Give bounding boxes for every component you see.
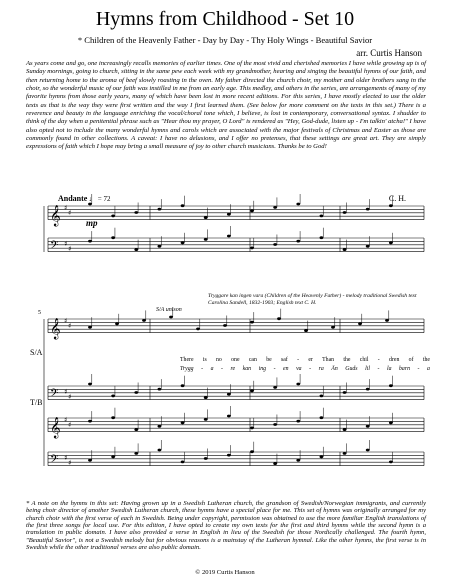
- treble-clef-icon: 𝄞: [50, 417, 61, 439]
- note-head: [389, 421, 393, 424]
- lyric-syllable-english: -: [297, 357, 299, 363]
- unison-label: S/A unison: [156, 307, 182, 313]
- sharp-icon: ♯: [64, 388, 68, 396]
- note-head: [343, 211, 347, 214]
- sharp-icon: ♯: [68, 245, 72, 253]
- arranger-credit: arr. Curtis Hanson: [356, 48, 422, 58]
- note-head: [389, 461, 393, 464]
- note-head: [111, 395, 115, 398]
- lyric-syllable-english: Than: [322, 357, 335, 363]
- note-head: [277, 317, 281, 320]
- page-title: Hymns from Childhood - Set 10: [95, 8, 355, 30]
- note-head: [250, 427, 254, 430]
- note-head: [250, 450, 254, 453]
- lyric-syllable-english: the: [343, 357, 351, 363]
- measure-number: 5: [38, 310, 41, 316]
- sharp-icon: ♯: [68, 459, 72, 467]
- note-head: [111, 215, 115, 218]
- sharp-icon: ♯: [64, 240, 68, 248]
- sharp-icon: ♯: [68, 322, 72, 330]
- introduction-text: As years come and go, one increasingly recalls memories of earlier times. One of the most vivid and cherished memories I have while growing up is of Sunday mornings, going to church, sitting in the same pew each week with my grandmother, hearing and singing the beautiful hymns of our faith, and then returning home to the aroma of beef slowly roasting in the oven. My father directed the church choir, my mother and older brothers sang in the choir, so the wonderful music of our faith was instilled in me from an early age. This medley, and others in the series, are arrangements of many of my favorite hymns from those early years, many of which have been lost in more recent editions. For this series, I have mostly elected to use the older texts as that is the way they were first written and the way I first learned them. (See below for more comment on the texts in this set.) There is a reverence and beauty in the language enriching the vocal/choral tone which, I believe, is lost in contemporary, conversational syntax. I shudder to think of the day when a penitential phrase such as "Hear thou my prayer, O Lord" is rendered as "Hey, God-dude, listen up - I'm talkin' atcha!" I have also opted not to include the many wonderful hymns and carols which are associated with the major festivals of Christmas and Easter as those are commonly found in other collections. A caveat: I have no delusions, and I offer no pretenses, that these settings are great art. They are simply expressions of faith which I hope may bring a small measure of joy to other church musicians. Thanks be to God!: [26, 60, 426, 151]
- note-head: [204, 238, 208, 241]
- lyric-syllable-english: is: [202, 357, 207, 363]
- note-head: [296, 459, 300, 462]
- note-head: [88, 459, 92, 462]
- note-head: [181, 461, 185, 464]
- note-head: [111, 455, 115, 458]
- lyric-syllable-swedish: -: [377, 366, 380, 372]
- note-head: [250, 247, 254, 250]
- note-head: [343, 391, 347, 394]
- tb-staff-label: T/B: [30, 398, 43, 407]
- lyric-syllable-english: saf: [280, 357, 288, 363]
- note-head: [158, 388, 162, 391]
- lyric-syllable-swedish: ing: [258, 366, 267, 372]
- note-head: [389, 384, 393, 387]
- lyric-syllable-swedish: Trygg: [180, 366, 194, 372]
- note-head: [204, 396, 208, 399]
- note-head: [343, 428, 347, 431]
- note-head: [273, 462, 277, 465]
- note-head: [181, 241, 185, 244]
- note-head: [169, 316, 173, 319]
- treble-clef-icon: 𝄞: [50, 318, 61, 340]
- lyric-syllable-swedish: kan: [242, 366, 252, 372]
- note-head: [111, 236, 115, 239]
- note-head: [158, 208, 162, 211]
- treble-clef-icon: 𝄞: [50, 205, 61, 227]
- note-head: [181, 204, 185, 207]
- note-head: [142, 319, 146, 322]
- note-head: [296, 383, 300, 386]
- lyric-syllable-english: -: [377, 357, 380, 363]
- note-head: [134, 391, 138, 394]
- composer-initials: C. H.: [388, 194, 406, 203]
- lyric-syllable-english: the: [422, 357, 430, 363]
- note-head: [250, 321, 254, 324]
- sharp-icon: ♯: [64, 204, 68, 212]
- sharp-icon: ♯: [64, 454, 68, 462]
- bass-clef-icon: 𝄢: [50, 453, 59, 469]
- note-head: [158, 449, 162, 452]
- note-head: [320, 215, 324, 218]
- lyric-syllable-swedish: -: [201, 366, 204, 372]
- sharp-icon: ♯: [68, 421, 72, 429]
- note-head: [88, 326, 92, 329]
- note-head: [204, 216, 208, 219]
- note-head: [227, 454, 231, 457]
- sharp-icon: ♯: [68, 393, 72, 401]
- note-head: [343, 248, 347, 251]
- lyric-syllable-swedish: lil: [365, 366, 370, 372]
- sa-staff-label: S/A: [30, 348, 43, 357]
- note-head: [134, 248, 138, 251]
- lyric-syllable-swedish: la: [386, 366, 392, 372]
- note-head: [158, 425, 162, 428]
- lyric-syllable-swedish: -: [273, 366, 276, 372]
- note-head: [385, 319, 389, 322]
- note-head: [389, 204, 393, 207]
- note-head: [273, 423, 277, 426]
- lyric-syllable-english: one: [231, 357, 240, 363]
- note-head: [366, 208, 370, 211]
- note-head: [223, 324, 227, 327]
- note-head: [227, 415, 231, 418]
- note-head: [273, 206, 277, 209]
- lyric-syllable-english: can: [248, 357, 257, 363]
- tempo-marking: Andante: [58, 194, 88, 203]
- note-head: [320, 416, 324, 419]
- note-head: [250, 209, 254, 212]
- sharp-icon: ♯: [64, 416, 68, 424]
- footnote-text: * A note on the hymns in this set: Having grown up in a Swedish Lutheran church, the grandson of Swedish/Norwegian immigrants, and currently being choir director of another Swedish Lutheran church, these hymns have a special place for me. This set of hymns was originally arranged for my church choir with the first verse of each in Swedish. Being under copyright, permission was obtained to use the more familiar English translations of the first three songs for local use. For this edition, I have opted to create my own texts for the first and third hymns while the second hymn is a translation in public domain. I have also provided a verse in English in lieu of the Swedish for those Nordically challenged. The fourth hymn, "Beautiful Savior", is not a Swedish melody but for obvious reasons is a mainstay of the Lutheran hymnal. Like the other hymns, the first verse is in Swedish while the other traditional verses are also public domain.: [26, 500, 426, 552]
- note-head: [320, 236, 324, 239]
- note-head: [204, 418, 208, 421]
- note-head: [181, 421, 185, 424]
- lyric-syllable-swedish: a: [427, 366, 430, 372]
- note-head: [134, 428, 138, 431]
- lyric-syllable-english: There: [180, 357, 194, 363]
- note-head: [296, 420, 300, 423]
- note-head: [158, 245, 162, 248]
- bass-clef-icon: 𝄢: [50, 387, 59, 403]
- note-head: [389, 241, 393, 244]
- lyric-syllable-swedish: a: [210, 366, 214, 372]
- note-head: [227, 393, 231, 396]
- note-head: [227, 235, 231, 238]
- sharp-icon: ♯: [64, 317, 68, 325]
- note-head: [88, 203, 92, 206]
- metronome-mark: ♩ = 72: [89, 195, 111, 203]
- note-head: [181, 384, 185, 387]
- note-head: [88, 420, 92, 423]
- lyric-syllable-english: be: [266, 357, 272, 363]
- lyric-syllable-english: of: [408, 357, 414, 363]
- lyric-syllable-swedish: re: [230, 366, 236, 372]
- bass-clef-icon: 𝄢: [50, 239, 59, 255]
- note-head: [196, 328, 200, 331]
- note-head: [320, 455, 324, 458]
- lyric-syllable-swedish: ra: [318, 366, 324, 372]
- lyric-syllable-swedish: va: [296, 366, 302, 372]
- hymn-list-subtitle: * Children of the Heavenly Father - Day by Day - Thy Holy Wings - Beautiful Savior: [77, 35, 373, 45]
- lyric-syllable-english: chil: [359, 357, 369, 363]
- note-head: [296, 240, 300, 243]
- note-head: [366, 388, 370, 391]
- note-head: [273, 386, 277, 389]
- note-head: [343, 452, 347, 455]
- note-head: [296, 203, 300, 206]
- lyric-syllable-english: dren: [389, 357, 400, 363]
- note-head: [227, 213, 231, 216]
- copyright-notice: © 2019 Curtis Hanson: [195, 569, 255, 576]
- note-head: [273, 243, 277, 246]
- note-head: [88, 383, 92, 386]
- lyric-syllable-swedish: en: [283, 366, 289, 372]
- lyric-syllable-swedish: -: [309, 366, 312, 372]
- hymn-credit: Tryggare kan ingen vara (Children of the Heavenly Father) - melody traditional Swedish text Carolina Sandell, 1832-1903; English text C. H.: [208, 293, 417, 306]
- lyric-syllable-swedish: -: [221, 366, 223, 372]
- lyric-syllable-swedish: Än: [331, 366, 338, 372]
- note-head: [366, 449, 370, 452]
- note-head: [134, 452, 138, 455]
- note-head: [250, 389, 254, 392]
- note-head: [204, 457, 208, 460]
- note-head: [134, 211, 138, 214]
- note-head: [115, 322, 119, 325]
- note-head: [358, 322, 362, 325]
- lyric-syllable-swedish: barn: [399, 366, 410, 372]
- note-head: [111, 416, 115, 419]
- note-head: [88, 240, 92, 243]
- note-head: [331, 326, 335, 329]
- lyric-syllable-swedish: -: [417, 366, 420, 372]
- lyric-syllable-swedish: Guds: [345, 366, 358, 372]
- sharp-icon: ♯: [68, 209, 72, 217]
- note-head: [304, 329, 308, 332]
- note-head: [366, 245, 370, 248]
- note-head: [366, 425, 370, 428]
- lyric-syllable-english: er: [308, 357, 313, 363]
- lyric-syllable-english: no: [216, 357, 222, 363]
- dynamic-mp: mp: [86, 218, 98, 228]
- note-head: [320, 395, 324, 398]
